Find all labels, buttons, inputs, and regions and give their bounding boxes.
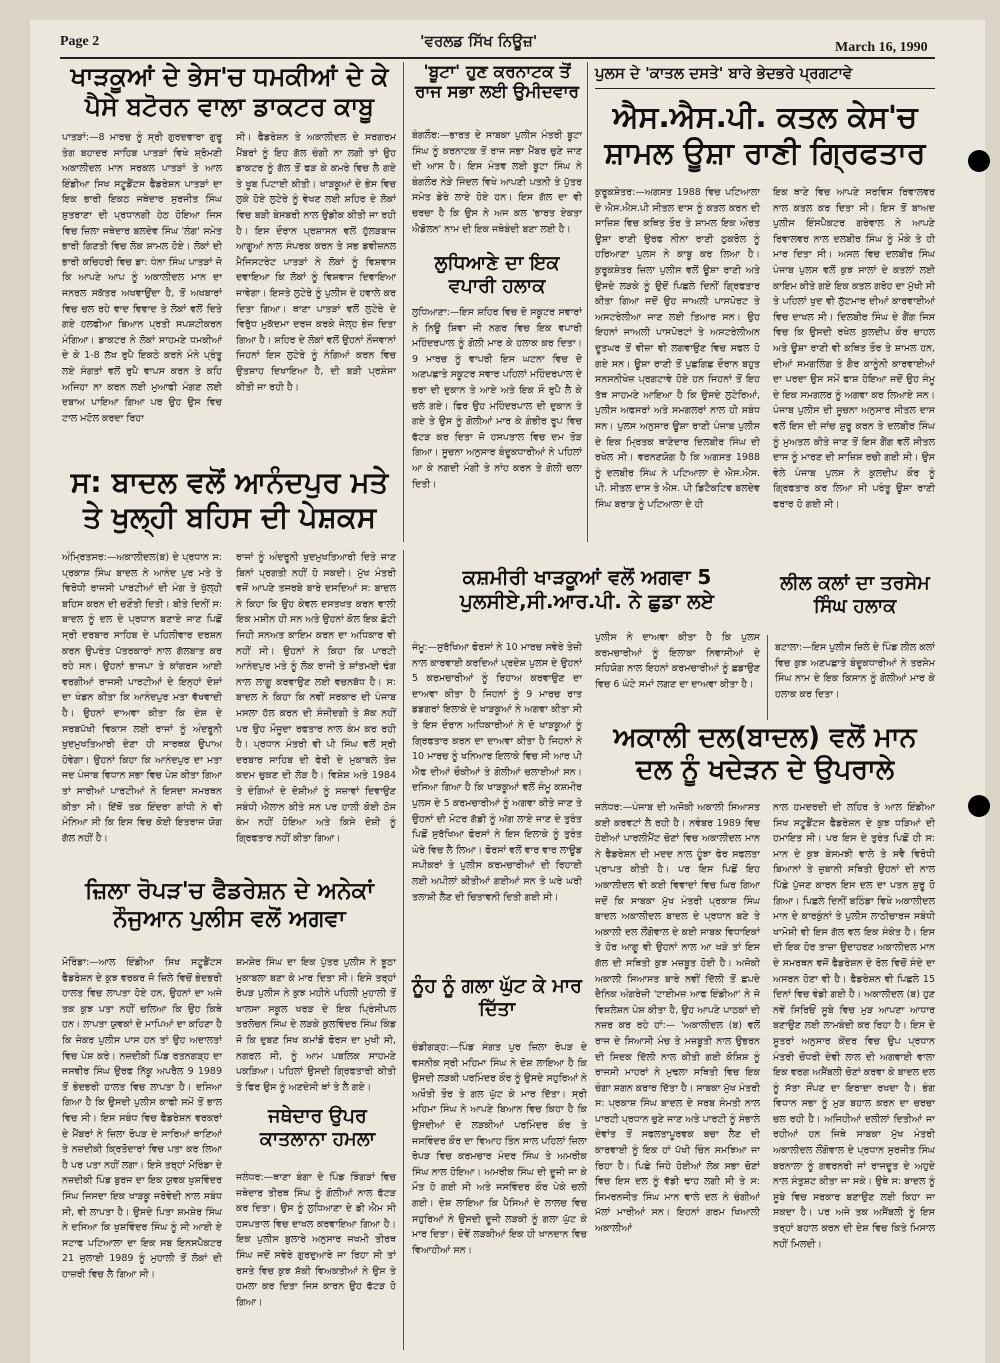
headline-ssp: ਐਸ.ਐਸ.ਪੀ. ਕਤਲ ਕੇਸ'ਚ ਸ਼ਾਮਲ ਊਸ਼ਾ ਰਾਣੀ ਗ੍ਰਿਫਤਾਰ (604, 100, 926, 171)
issue-date: March 16, 1990 (835, 40, 928, 55)
column-divider (403, 62, 404, 542)
article-body-doctor-col1: ਪਾਤੜਾਂ:—8 ਮਾਰਚ ਨੂੰ ਸ੍ਰੀ ਗੁਰਦਵਾਰਾ ਗੁਰੂ ਤੇਗ ਬਹਾਦਰ ਸਾਹਿਬ ਪਾਤੜਾਂ ਵਿਖੇ ਸ਼੍ਰੋਮਣੀ ਅਕਾਲੀਦਲ ਮਾਨ ਸਰਕਲ ਪਾਤੜਾਂ ਤੇ ਆਲ ਇੰਡੀਆ ਸਿਖ ਸਟੂਡੈਂਟਸ ਫੈਡਰੇਸ਼ਨ ਪਾਤੜਾਂ ਦਾ ਇਕ ਭਾਰੀ ਇਕਠ ਜਥੇਦਾਰ ਸੁਰਜੀਤ ਸਿੰਘ ਸ਼ੁਤਰਾਣਾ ਦੀ ਪ੍ਰਧਾਨਗੀ ਹੇਠ ਹੋਇਆ ਜਿਸ ਵਿਚ ਜ਼ਿਲਾ ਜਥੇਦਾਰ ਬਲਦੇਵ ਸਿੰਘ 'ਲੰਗ' ਸਮੇਤ ਭਾਰੀ ਗਿਣਤੀ ਵਿਚ ਲੋਕ ਸ਼ਾਮਲ ਹੋਏ। ਲੋਕਾਂ ਦੀ ਭਾਰੀ ਕਚਿਹਰੀ ਵਿਚ ਡਾ: ਧੰਨਾ ਸਿੰਘ ਪਾਤੜਾਂ ਜੋ ਕਿ ਆਪਣੇ ਆਪ ਨੂੰ ਅਕਾਲੀਦਲ ਮਾਨ ਦਾ ਜਨਰਲ ਸਕੱਤਰ ਅਖਵਾਉਂਦਾ ਹੈ, ਤੋਂ ਅਖਬਾਰਾਂ ਵਿਚ ਚਲ ਰਹੇ ਵਾਦ ਵਿਵਾਦ ਤੇ ਲੋਕਾਂ ਵਲੋਂ ਦਿਤੇ ਗਏ ਹਲਫੀਆ ਬਿਆਨ ਪ੍ਰਤੀ ਸਪਸ਼ਟੀਕਰਨ ਮੰਗਿਆ। ਡਾਕਟਰ ਨੇ ਲੋਕਾਂ ਸਾਹਮਣੇ ਧਮਕੀਆਂ ਦੇ ਕੇ 1-8 ਲੱਖ ਰੁਪੈ ਇਕਠੇ ਕਰਨੇ ਮੰਨੇ ਪ੍ਰੰਤੂ ਲਏ ਸੰਗਤਾਂ ਵਲੋਂ ਰੁਪੈ ਵਾਪਸ ਕਰਨ ਤੇ ਕਹਿ ਅਜਿਹਾ ਨਾ ਕਰਨ ਲਈ ਮੁਆਫੀ ਮੰਗਣ ਲਈ ਦਬਾਅ ਪਾਇਆ ਗਿਆ ਪਰ ਉਹ ਉਸ ਵਿਚ ਟਾਲ ਮਟੋਲ ਕਰਦਾ ਰਿਹਾ (62, 132, 222, 424)
column-divider (587, 62, 588, 542)
page-number: Page 2 (60, 34, 100, 49)
article-body-nooh: ਚੰਡੀਗੜ੍ਹ:—ਪਿੰਡ ਸੰਗਤ ਪੁਰ ਜ਼ਿਲਾ ਰੋਪੜ ਦੇ ਵਸਨੀਕ ਸ੍ਰੀ ਮਹਿਮਾ ਸਿੰਘ ਨੇ ਦੋਸ਼ ਲਾਇਆ ਹੈ ਕਿ ਉਸਦੀ ਲੜਕੀ ਪਰਮਿੰਦਰ ਕੌਰ ਨੂੰ ਉਸਦੇ ਸਹੁਰਿਆਂ ਨੇ ਅਖੌਤੀ ਤੌਰ ਤੇ ਗਲ ਘੁੱਟ ਕੇ ਮਾਰ ਦਿੱਤਾ। ਸ੍ਰੀ ਮਹਿਮਾ ਸਿੰਘ ਨੇ ਆਪਣੇ ਬਿਆਨ ਵਿਚ ਕਿਹਾ ਹੈ ਕਿ ਉਸਦੀਆਂ ਦੋ ਲੜਕੀਆਂ ਪਰਮਿੰਦਰ ਕੌਰ ਤੇ ਜਸਵਿੰਦਰ ਕੌਰ ਦਾ ਵਿਆਹ ਤਿੰਨ ਸਾਲ ਪਹਿਲਾਂ ਜ਼ਿਲਾ ਰੋਪੜ ਵਿਚ ਕਰਮਚਾਰ ਮੰਦਰ ਸਿੰਘ ਤੇ ਅਮਰੀਕ ਸਿੰਘ ਨਾਲ ਹੋਇਆ। ਅਮਰੀਕ ਸਿੰਘ ਦੀ ਦੂਜੀ ਜਾ ਕੇ ਮੌਤ ਹੋ ਗਈ ਸੀ ਅਤੇ ਜਸਵਿੰਦਰ ਕੌਰ ਪੇਕੇ ਚਲੀ ਗਈ। ਦੋਸ਼ ਲਾਇਆ ਕਿ ਪੈਸਿਆਂ ਦੇ ਲਾਲਚ ਵਿਚ ਸਹੁਰਿਆਂ ਨੇ ਉਸਦੀ ਦੂਜੀ ਲੜਕੀ ਨੂੰ ਗਲਾ ਘੁੱਟ ਕੇ ਮਾਰ ਦਿਤਾ। ਦੋਵੇਂ ਲੜਕੀਆਂ ਇਕ ਹੀ ਖਾਨਦਾਨ ਵਿਚ ਵਿਆਹੀਆਂ ਸਨ। (412, 1042, 587, 1256)
article-body-ssp-col1: ਕੁਰੂਕਸ਼ੇਤਰ:—ਅਗਸਤ 1988 ਵਿਚ ਪਟਿਆਲਾ ਦੇ ਐਸ.ਐਸ.ਪੀ ਸੀਤਲ ਦਾਸ ਨੂੰ ਕਤਲ ਕਰਨ ਦੀ ਸਾਜ਼ਿਸ਼ ਵਿਚ ਕਥਿਤ ਤੌਰ ਤੇ ਸ਼ਾਮਲ ਇਕ ਔਰਤ ਊਸ਼ਾ ਰਾਣੀ ਉਰਫ ਨੀਨਾ ਰਾਣੀ ਠੁਕਰੋਲ ਨੂੰ ਹਰਿਆਣਾ ਪੁਲਸ ਨੇ ਕਾਬੂ ਕਰ ਲਿਆ ਹੈ। ਕੁਰੂਕਸ਼ੇਤਰ ਜ਼ਿਲਾ ਪੁਲੀਸ ਵਲੋਂ ਊਸ਼ਾ ਰਾਣੀ ਅਤੇ ਉਸਦੇ ਲੜਕੇ ਨੂੰ ਉਦੋਂ ਪਿਛਲੇ ਦਿਨੀਂ ਗ੍ਰਿਫਤਾਰ ਕੀਤਾ ਗਿਆ ਜਦੋਂ ਉਹ ਜਾਅਲੀ ਪਾਸਪੋਰਟ ਤੇ ਅਸਟਰੇਲੀਆ ਜਾਣ ਲਈ ਤਿਆਰ ਸਨ। ਉਹ ਇਹਨਾਂ ਜਾਅਲੀ ਪਾਸਪੋਰਟਾਂ ਤੇ ਅਸਟਰੇਲੀਅਨ ਦੂਤਘਰ ਤੋਂ ਵੀਜ਼ਾ ਵੀ ਲਗਵਾਉਣ ਵਿਚ ਸਫਲ ਹੋ ਗਏ ਸਨ। ਊਸ਼ਾ ਰਾਣੀ ਤੋਂ ਪੁਛਗਿਛ ਦੌਰਾਨ ਬਹੁਤ ਸਨਸਨੀਖੇਜ਼ ਪ੍ਰਗਟਾਵੇ ਹੋਏ ਹਨ ਜਿਹਨਾਂ ਤੋਂ ਇਹ ਤੱਥ ਸਾਹਮਣੇ ਆਇਆ ਹੈ ਕਿ ਉਸਦੇ ਲੁਟੇਰਿਆਂ, ਪੁਲੀਸ ਅਫਸਰਾਂ ਅਤੇ ਸਮਗਲਰਾਂ ਨਾਲ ਹੀ ਸਬੰਧ ਸਨ। ਪੁਲਸ ਅਨੁਸਾਰ ਊਸ਼ਾ ਰਾਣੀ ਪੰਜਾਬ ਪੁਲੀਸ ਦੇ ਇਕ ਮ੍ਰਿਤਕ ਥਾਣੇਦਾਰ ਦਿਲਬੀਰ ਸਿੰਘ ਦੀ ਰਖੇਲ ਸੀ। ਵਰਨਣਯੋਗ ਹੈ ਕਿ ਅਗਸਤ 1988 ਨੂੰ ਦਲਬੀਰ ਸਿੰਘ ਨੇ ਪਟਿਆਲਾ ਦੇ ਐਸ.ਐਸ. ਪੀ. ਸੀਤਲ ਦਾਸ ਤੇ ਐਸ. ਪੀ ਡਿਟੈਕਟਿਵ ਬਲਦੇਵ ਸਿੰਘ ਬਰਾੜ ਨੂੰ ਪਟਿਆਲਾ ਦੇ ਹੀ (595, 187, 760, 510)
column-divider (767, 635, 768, 720)
article-body-ropar-col1: ਮੋਰਿੰਡਾ:—ਆਲ ਇੰਡੀਆ ਸਿਖ ਸਟੂਡੈਂਟਸ ਫੈਡਰੇਸ਼ਨ ਦੇ ਕੁਝ ਵਰਕਰ ਜੋ ਜ਼ਿਲੇ ਵਿਚੋਂ ਭੇਦਭਰੀ ਹਾਲਤ ਵਿਚ ਲਾਪਤਾ ਹੋਏ ਹਨ, ਉਹਨਾਂ ਦਾ ਅਜੇ ਤਕ ਕੁਝ ਪਤਾ ਨਹੀਂ ਚਲਿਆ ਕਿ ਉਹ ਕਿਥੇ ਹਨ। ਲਾਪਤਾ ਯੁਵਕਾਂ ਦੇ ਮਾਪਿਆਂ ਦਾ ਕਹਿਣਾ ਹੈ ਕਿ ਜੇਕਰ ਪੁਲੀਸ ਪਾਸ ਹਨ ਤਾਂ ਉਹ ਅਦਾਲਤਾਂ ਵਿਚ ਪੇਸ਼ ਕਰੇ। ਨਜ਼ਦੀਕੀ ਪਿੰਡ ਰਤਨਗੜ੍ਹ ਦਾ ਜਸਵੀਰ ਸਿੰਘ ਉਰਫ ਨਿੱਕੂ ਅਪਰੈਲ 9 1989 ਤੋਂ ਭੇਦਭਰੀ ਹਾਲਤ ਵਿਚ ਲਾਪਤਾ ਹੈ। ਦਸਿਆ ਗਿਆ ਹੈ ਕਿ ਉਸਦੀ ਪੁਲੀਸ ਕਾਫੀ ਸਮੇਂ ਤੋਂ ਭਾਲ ਵਿਚ ਸੀ। ਇਸ ਸਬੰਧ ਵਿਚ ਫੈਡਰੇਸ਼ਨ ਵਰਕਰਾਂ ਦੇ ਮੈਂਬਰਾਂ ਨੇ ਜ਼ਿਲਾ ਰੋਪੜ ਦੇ ਸਾਰਿਆਂ ਥਾਣਿਆਂ ਤੇ ਨਜ਼ਦੀਕੀ ਕ੍ਰਿਤੋਦਾਰਾਂ ਵਿਚ ਪਤਾ ਕਰ ਲਿਆ ਹੈ ਪਰ ਪਤਾ ਨਹੀਂ ਲਗਾ। ਇਸੇ ਤਰ੍ਹਾਂ ਮੋਰਿੰਡਾ ਦੇ ਨਜ਼ਦੀਕੀ ਪਿੰਡ ਬੁਰਜ ਦਾ ਇਕ ਯੁਵਕ ਖੁਸ਼ਵਿੰਦਰ ਸਿੰਘ ਜਿਸਦਾ ਇਕ ਖਾੜਕੂ ਜਰੋਵੇਦੀ ਨਾਲ ਸਬੰਧ ਸੀ, ਵੀ ਲਾਪਤਾ ਹੈ। ਉਸਦੇ ਪਿਤਾ ਸ਼ਮਸ਼ੇਰ ਸਿੰਘ ਨੇ ਦਸਿਆ ਕਿ ਖੁਸ਼ਵਿੰਦਰ ਸਿੰਘ ਨੂੰ ਸੀ ਆਈ ਏ ਸਟਾਫ ਪਟਿਆਲਾ ਦਾ ਇਕ ਸਬ ਇਨਸਪੈਕਟਰ 21 ਜੁਲਾਈ 1989 ਨੂੰ ਮੁਹਾਲੀ ਤੋਂ ਲੋਕਾਂ ਦੀ ਹਾਜ਼ਰੀ ਵਿਚ ਲੈ ਗਿਆ ਸੀ। (62, 957, 222, 1280)
article-body-ropar-col2: ਸ਼ਮਸ਼ੇਰ ਸਿੰਘ ਦਾ ਇਕ ਪੁੱਤਰ ਪੁਲੀਸ ਨੇ ਝੂਠਾ ਮੁਕਾਬਲਾ ਬਣਾ ਕੇ ਮਾਰ ਦਿਤਾ ਸੀ। ਇਸੇ ਤਰ੍ਹਾਂ ਰੋਪੜ ਪੁਲੀਸ ਨੇ ਕੁਝ ਮਹੀਨੇ ਪਹਿਲੀ ਮੁਹਾਲੀ ਤੋਂ ਖਾਲਸਾ ਸਕੂਲ ਖਰੜ ਦੇ ਇਕ ਪ੍ਰਿੰਸੀਪਲ ਤਰਲੋਚਨ ਸਿੰਘ ਦੇ ਲੜਕੇ ਕੁਲਵਿੰਦਰ ਸਿੰਘ ਕਿੰਡ ਜੋ ਕਿ ਦੁਬਣ ਸਿਖ ਕਮਾਂਡੋ ਫੋਰਸ ਦਾ ਮੁਖੀ ਸੀ, ਨਗਰਲ ਸੀ, ਨੂੰ ਆਮ ਪਬਲਿਕ ਸਾਹਮਣੇ ਪਕੜਿਆ। ਪਹਿਲਾਂ ਉਸਦੀ ਗ੍ਰਿਫਤਾਰੀ ਕੀਤੀ ਤੇ ਫਿਰ ਉਸ ਨੂੰ ਅਣਦੇਸੀ ਥਾਂ ਤੇ ਲੈ ਗਏ। (236, 957, 396, 1093)
binder-hole (968, 150, 990, 172)
headline-ropar: ਜ਼ਿਲਾ ਰੋਪੜ'ਚ ਫੈਡਰੇਸ਼ਨ ਦੇ ਅਨੇਕਾਂ ਨੌਜੁਆਨ ਪੁਲੀਸ ਵਲੋਂ ਅਗਵਾ (85, 878, 374, 932)
kicker-ssp: ਪੁਲਸ ਦੇ 'ਕਾਤਲ ਦਸਤੇ' ਬਾਰੇ ਭੇਦਭਰੇ ਪ੍ਰਗਟਾਵੇ (595, 64, 935, 89)
article-body-doctor-col2: ਸੀ। ਫੈਡਰੇਸ਼ਨ ਤੇ ਅਕਾਲੀਦਲ ਦੇ ਸਰਗਰਮ ਮੈਂਬਰਾਂ ਨੂੰ ਇਹ ਗੱਲ ਚੰਗੀ ਨਾ ਲਗੀ ਤਾਂ ਉਹ ਡਾਕਟਰ ਨੂੰ ਗੱਲ ਤੋਂ ਫੜ ਕੇ ਕਮਰੇ ਵਿਚ ਲੈ ਗਏ ਤੇ ਖੂਬ ਪਿਟਾਈ ਕੀਤੀ। ਖਾੜਕੂਆਂ ਦੇ ਭੇਸ ਵਿਚ ਲੁਕੇ ਹੋਏ ਲੁਟੇਰੇ ਨੂੰ ਵੇਖਣ ਲਈ ਸ਼ਹਿਰ ਦੇ ਲੋਕਾਂ ਵਿਚ ਬੜੀ ਬੇਸਬਰੀ ਨਾਲ ਉਡੀਕ ਕੀਤੀ ਜਾ ਰਹੀ ਹੈ। ਇਸ ਦੌਰਾਨ ਪ੍ਰਸ਼ਾਸਨ ਵਲੋਂ ਹੁੱਲੜਬਾਜ ਆਗੂਆਂ ਨਾਲ ਸੰਪਰਕ ਕਰਨ ਤੇ ਸਭ ਡਵੀਜ਼ਨਲ ਮੈਜਿਸਟਰੇਟ ਪਾਤੜਾਂ ਨੇ ਲੋਕਾਂ ਨੂੰ ਵਿਸ਼ਵਾਸ ਦਵਾਇਆ ਕਿ ਲੋਕਾਂ ਨੂੰ ਵਿਸ਼ਵਾਸ ਦਿਵਾਇਆ ਜਾਵੇਗਾ। ਇਸਤੇ ਲੁਟੇਰੇ ਨੂੰ ਪੁਲੀਸ ਦੇ ਹਵਾਲੇ ਕਰ ਦਿਤਾ ਗਿਆ। ਥਾਣਾ ਪਾਤੜਾਂ ਵਲੋਂ ਲੁਟੇਰੇ ਦੇ ਵਿਰੁੱਧ ਮੁਕੱਦਮਾ ਦਰਜ ਕਰਕੇ ਜੇਲ੍ਹ ਭੇਜ ਦਿਤਾ ਗਿਆ ਹੈ। ਸ਼ਹਿਰ ਦੇ ਲੋਕਾਂ ਵਲੋਂ ਉਹਨਾਂ ਨੌਜਵਾਨਾਂ ਜਿਹਨਾਂ ਇਸ ਲੁਟੇਰੇ ਨੂੰ ਨੰਗਿਆਂ ਕਰਨ ਵਿਚ ਉਤਸ਼ਾਹ ਦਿਖਾਇਆ ਹੈ, ਦੀ ਬੜੀ ਪ੍ਰਸ਼ੰਸਾ ਕੀਤੀ ਜਾ ਰਹੀ ਹੈ। (236, 132, 396, 393)
headline-buta: 'ਬੂਟਾ' ਹੁਣ ਕਰਨਾਟਕ ਤੋਂ ਰਾਜ ਸਭਾ ਲਈ ਉਮੀਦਵਾਰ (414, 62, 580, 103)
masthead-rule (60, 57, 935, 59)
article-body-leel-kalan: ਬਟਾਲਾ:—ਇਸ ਪੁਲੀਸ ਜ਼ਿਲੇ ਦੇ ਪਿੰਡ ਲੀਲ ਕਲਾਂ ਵਿਚ ਕੁਝ ਅਣਪਛਾਤੇ ਬੰਦੂਕਧਾਰੀਆਂ ਨੇ ਤਰਸੇਮ ਸਿੰਘ ਨਾਮ ਦੇ ਇਕ ਕਿਸਾਨ ਨੂੰ ਗੋਲੀਆਂ ਮਾਰ ਕੇ ਹਲਾਕ ਕਰ ਦਿਤਾ। (775, 642, 935, 700)
article-body-jathedar: ਜਲੰਧਰ:—ਥਾਣਾ ਬੰਗਾ ਦੇ ਪਿੰਡ ਝਿੰਗੜਾਂ ਵਿਚ ਜਥੇਦਾਰ ਤੀਰਥ ਸਿੰਘ ਨੂੰ ਗੋਲੀਆਂ ਨਾਲ ਫੱਟੜ ਕਰ ਦਿਤਾ। ਉਸ ਨੂੰ ਲੁਧਿਆਣਾ ਦੇ ਡੀ ਐਮ ਸੀ ਹਸਪਤਾਲ ਵਿਚ ਦਾਖਲ ਕਰਵਾਇਆ ਗਿਆ ਹੈ। ਇਕ ਪੁਲੀਸ ਬੁਲਾਰੇ ਅਨੁਸਾਰ ਜਖਮੀ ਤੀਰਥ ਸਿੰਘ ਜਦੋਂ ਸਵੇਰੇ ਗੁਰਦੁਆਰੇ ਜਾ ਰਿਹਾ ਸੀ ਤਾਂ ਰਸਤੇ ਵਿਚ ਕੁਝ ਸ਼ੱਕੀ ਵਿਅਕਤੀਆਂ ਨੇ ਉਸ ਤੇ ਹਮਲਾ ਕਰ ਦਿਤਾ ਜਿਸ ਕਾਰਨ ਉਹ ਫੱਟੜ ਹੋ ਗਿਆ। (236, 1172, 396, 1308)
headline-nooh: ਨੂੰਹ ਨੂੰ ਗਲਾ ਘੁੱਟ ਕੇ ਮਾਰ ਦਿੱਤਾ (412, 975, 582, 1020)
headline-jathedar: ਜਥੇਦਾਰ ਉਪਰ ਕਾਤਲਾਨਾ ਹਮਲਾ (259, 1105, 376, 1150)
headline-badal: ਸ: ਬਾਦਲ ਵਲੋਂ ਆਨੰਦਪੁਰ ਮਤੇ ਤੇ ਖੁਲ੍ਹੀ ਬਹਿਸ ਦੀ ਪੇਸ਼ਕਸ (70, 465, 389, 534)
article-body-badal-col2: ਰਾਜਾਂ ਨੂੰ ਅੰਦਰੂਨੀ ਖੁਦਮੁਖਤਿਆਰੀ ਦਿਤੇ ਜਾਣ ਬਿਨਾਂ ਪ੍ਰਗਤੀ ਨਹੀਂ ਹੋ ਸਕਦੀ। ਮੁੱਖ ਮੰਤਰੀ ਵਜੋਂ ਆਪਣੇ ਤਜਰਬੇ ਬਾਰੇ ਦਸਦਿਆਂ ਸ: ਬਾਦਲ ਨੇ ਕਿਹਾ ਕਿ ਉਹ ਕੇਵਲ ਦਸਤਖਤ ਕਰਨ ਵਾਲੀ ਇਕ ਮਸ਼ੀਨ ਹੀ ਸਨ ਅਤੇ ਉਹਨਾਂ ਕੋਲ ਇਕ ਛੋਟੀ ਜਿਹੀ ਸਨਅਤ ਕਾਇਮ ਕਰਨ ਦਾ ਅਧਿਕਾਰ ਵੀ ਨਹੀਂ ਸੀ। ਉਹਨਾਂ ਨੇ ਕਿਹਾ ਕਿ ਪਾਰਟੀ ਆਨੰਦਪੁਰ ਮਤੇ ਨੂੰ ਲੋਕ ਰਾਜੀ ਤੇ ਸ਼ਾਂਤਮਈ ਢੰਗ ਨਾਲ ਲਾਗੂ ਕਰਵਾਉਣ ਲਈ ਵਚਨਬੱਧ ਹੈ। ਸ: ਬਾਦਲ ਨੇ ਕਿਹਾ ਕਿ ਨਵੀਂ ਸਰਕਾਰ ਦੀ ਪੰਜਾਬ ਮਸਲਾ ਹੱਲ ਕਰਨ ਦੀ ਸੰਜੀਦਗੀ ਤੇ ਸ਼ੱਕ ਨਹੀਂ ਪਰ ਉਹ ਮੌਜੂਦਾ ਰਫਤਾਰ ਨਾਲ ਕੰਮ ਕਰ ਰਹੀ ਹੈ। ਪ੍ਰਧਾਨ ਮੰਤਰੀ ਵੀ ਪੀ ਸਿੰਘ ਵਲੋਂ ਸ੍ਰੀ ਦਰਬਾਰ ਸਾਹਿਬ ਦੀ ਫੇਰੀ ਦੇ ਮੁਕਾਬਲੇ ਤੇਜ਼ ਕਦਮ ਚੁਕਣ ਦੀ ਲੋੜ ਹੈ। ਵਿਸ਼ੇਸ਼ ਅਤੇ 1984 ਤੇ ਦੰਗਿਆਂ ਦੇ ਦੋਸ਼ੀਆਂ ਨੂੰ ਸਜ਼ਾਵਾਂ ਦਿਵਾਉਣ ਸਬੰਧੀ ਐਲਾਨ ਕੀਤੇ ਸਨ ਪਰ ਹਾਲੀ ਕੋਈ ਠੋਸ ਕੰਮ ਨਹੀਂ ਹੋਇਆ ਅਤੇ ਕਿਸੇ ਦੋਸ਼ੀ ਨੂੰ ਗ੍ਰਿਫਤਾਰ ਨਹੀਂ ਕੀਤਾ ਗਿਆ। (236, 552, 396, 844)
headline-leel-kalan: ਲੀਲ ਕਲਾਂ ਦਾ ਤਰਸੇਮ ਸਿੰਘ ਹਲਾਕ (780, 572, 930, 617)
headline-ludhiana: ਲੁਧਿਆਣੇ ਦਾ ਇਕ ਵਪਾਰੀ ਹਲਾਕ (434, 252, 560, 297)
headline-doctor: ਖਾੜਕੂਆਂ ਦੇ ਭੇਸ'ਚ ਧਮਕੀਆਂ ਦੇ ਕੇ ਪੈਸੇ ਬਟੋਰਨ ਵਾਲਾ ਡਾਕਟਰ ਕਾਬੂ (70, 62, 389, 121)
headline-kashmir: ਕਸ਼ਮੀਰੀ ਖਾੜਕੂਆਂ ਵਲੋਂ ਅਗਵਾ 5 ਪੁਲਸੀਏ,ਸੀ.ਆਰ.ਪੀ. ਨੇ ਛੁਡਾ ਲਏ (460, 565, 714, 613)
article-body-akali-col1: ਜਲੰਧਰ:—ਪੰਜਾਬ ਦੀ ਅਜੋਕੀ ਅਕਾਲੀ ਸਿਆਸਤ ਕਈ ਕਰਵਟਾਂ ਲੈ ਰਹੀ ਹੈ। ਨਵੰਬਰ 1989 ਵਿਚ ਹੋਈਆਂ ਪਾਰਲੀਮੈਂਟ ਚੋਣਾਂ ਵਿਚ ਅਕਾਲੀਦਲ ਮਾਨ ਨੇ ਫੈਡਰੇਸ਼ਨ ਦੀ ਮਦਦ ਨਾਲ ਹੂੰਝਾ ਫੇਰ ਸਫਲਤਾ ਪ੍ਰਾਪਤ ਕੀਤੀ ਹੈ। ਪਰ ਇਸ ਪਿਛੋਂ ਇਹ ਅਕਾਲੀਦਲ ਵੀ ਕਈ ਵਿਵਾਦਾਂ ਵਿਚ ਘਿਰ ਗਿਆ ਜਦੋਂ ਕਿ ਸਾਬਕਾ ਮੁੱਖ ਮੰਤਰੀ ਪ੍ਰਕਾਸ਼ ਸਿੰਘ ਬਾਦਲ ਅਕਾਲੀਦਲ ਬਾਦਲ ਦੇ ਪ੍ਰਧਾਨ ਬਣੇ ਤੇ ਅਕਾਲੀ ਦਲ ਲੌਂਗੋਵਾਲ ਦੇ ਕਈ ਸਾਬਕ ਵਿਧਾਇਕਾਂ ਤੇ ਹੋਰ ਆਗੂ ਵੀ ਉਹਨਾਂ ਨਾਲ ਆ ਖੜੇ ਤਾਂ ਇਸ ਗੱਲ ਦੀ ਸਥਿਤੀ ਕੁਝ ਮਜ਼ਬੂਤ ਹੋਈ ਹੈ। ਅਜੋਕੀ ਅਕਾਲੀ ਸਿਆਸਤ ਬਾਰੇ ਨਵੀਂ ਦਿੱਲੀ ਤੋਂ ਛਪਦੇ ਦੈਨਿਕ ਅੰਗਰੇਜ਼ੀ 'ਟਾਈਮਜ਼ ਆਫ ਇੰਡੀਆ' ਨੇ ਜੋ ਵਿਸ਼ਲੇਸ਼ਨ ਪੇਸ਼ ਕੀਤਾ ਹੈ, ਉਹ ਆਪਣੇ ਪਾਠਕਾਂ ਦੀ ਨਜ਼ਰ ਕਰ ਰਹੇ ਹਾਂ:— 'ਅਕਾਲੀਦਲ (ਬ) ਵਲੋਂ ਰਾਜ ਦੇ ਸਿਆਸੀ ਮੰਚ ਤੇ ਮਜ਼ਬੂਤੀ ਨਾਲ ਉਭਰਨ ਦੀ ਸਿਦਕ ਦਿੱਲੀ ਨਾਲ ਕੀਤੀ ਗਈ ਕੋਸ਼ਿਸ਼ ਨੂੰ ਰਾਜਸੀ ਮਾਹਰਾਂ ਨੇ ਮੁਢਲਾ ਸਥਿਤੀ ਵਿਚ ਇਕ ਚੰਗਾ ਸ਼ਗਨ ਕਰਾਰ ਦਿੱਤਾ ਹੈ। ਸਾਬਕਾ ਮੁੱਖ ਮੰਤਰੀ ਸ: ਪ੍ਰਕਾਸ਼ ਸਿੰਘ ਬਾਦਲ ਦੇ ਸਰਬ ਸੰਮਤੀ ਨਾਲ ਪਾਰਟੀ ਪ੍ਰਧਾਨ ਚੁਣੇ ਜਾਣ ਅਤੇ ਪਾਰਟੀ ਨੂੰ ਸੰਭਾਲੇ ਦੇਵਾਂਤ ਤੋਂ ਸਫਲਤਾਪੂਰਵਕ ਬਚਾ ਲੈਣ ਦੀ ਕਾਰਵਾਈ ਨੂੰ ਇਕ ਹਾਂ ਪੱਖੀ ਚਿੰਨ ਸਮਝਿਆ ਜਾ ਰਿਹਾ ਹੈ। ਪਿਛੇ ਜਿਹੇ ਹੋਈਆਂ ਲੋਕ ਸਭਾ ਚੋਣਾਂ ਵਿਚ ਇਸ ਦਲ ਨੂੰ ਵੱਡੀ ਢਾਹ ਲਗੀ ਸੀ ਤੇ ਸ: ਸਿਮਰਨਜੀਤ ਸਿੰਘ ਮਾਨ ਵਾਲੇ ਦਲ ਨੇ ਚੰਗੀਆਂ ਮੱਲਾਂ ਮਾਰੀਆਂ ਸਨ। ਇਹਨਾਂ ਗਰਮ ਖਿਆਲੀ ਅਕਾਲੀਆਂ (595, 802, 760, 1235)
masthead-title: 'ਵਰਲਡ ਸਿੱਖ ਨਿਊਜ਼' (420, 32, 538, 50)
binder-hole (968, 795, 990, 817)
article-body-kashmir-col2: ਪੁਲੀਸ ਨੇ ਦਾਅਵਾ ਕੀਤਾ ਹੈ ਕਿ ਪੁਲਸ ਕਰਮਚਾਰੀਆਂ ਨੂੰ ਇਲਾਕਾ ਨਿਵਾਸੀਆਂ ਦੇ ਸਹਿਯੋਗ ਨਾਲ ਇਹਨਾਂ ਕਰਮਚਾਰੀਆਂ ਨੂੰ ਛਡਾਉਣ ਵਿਚ 6 ਘੰਟੇ ਸਮਾਂ ਲਗਣ ਦਾ ਦਾਅਵਾ ਕੀਤਾ ਹੈ। (595, 632, 760, 690)
article-body-ssp-col2: ਇਕ ਥਾਣੇ ਵਿਚ ਆਪਣੇ ਸਰਵਿਸ ਰਿਵਾਲਵਰ ਨਾਲ ਕਤਲ ਕਰ ਦਿਤਾ ਸੀ। ਇਸ ਤੋਂ ਬਾਅਦ ਪੁਲੀਸ ਇੰਸਪੈਕਟਰ ਗਰੇਵਾਲ ਨੇ ਆਪਣੇ ਰਿਵਾਲਵਰ ਨਾਲ ਦਲਬੀਰ ਸਿੰਘ ਨੂੰ ਮੌਕੇ ਤੇ ਹੀ ਮਾਰ ਦਿਤਾ ਸੀ। ਅਸਲ ਵਿਚ ਦਲਬੀਰ ਸਿੰਘ ਪੰਜਾਬ ਪੁਲਸ ਵਲੋਂ ਕੁਝ ਸਾਲਾਂ ਦੇ ਕਤਲਾਂ ਲਈ ਕਾਇਮ ਕੀਤੇ ਗਏ ਇਕ ਕਤਲ ਗਰੋਹ ਦਾ ਮੁੱਖੀ ਸੀ ਤੇ ਪਹਿਲਾਂ ਖੁਦ ਵੀ ਲੁੱਟਮਾਰ ਦੀਆਂ ਕਾਰਵਾਈਆਂ ਵਿਚ ਦਾਖਲ ਸੀ। ਦਿਲਬੀਰ ਸਿੰਘ ਦੇ ਗੈਂਗ ਜਿਸ ਵਿਚ ਕਿ ਉਸਦੀ ਰਖੇਲ ਕੁਲਦੀਪ ਕੌਰ ਚਾਹਲ ਅਤੇ ਊਸ਼ਾ ਰਾਣੀ ਵੀ ਕਥਿਤ ਤੌਰ ਤੇ ਸ਼ਾਮਲ ਹਨ, ਦੀਆਂ ਸਮਗਲਿੰਗ ਤੇ ਗੈਰ ਕਾਨੂੰਨੀ ਕਾਰਵਾਈਆਂ ਦਾ ਪਰਦਾ ਉਸ ਸਮੇਂ ਫਾਸ਼ ਹੋਇਆ ਜਦੋਂ ਉਹ ਜੰਮੂ ਦੇ ਇਕ ਸਮਗਲਰ ਨੂੰ ਅਗਵਾ ਕਰ ਲਿਆਏ ਸਨ। ਪੰਜਾਬ ਪੁਲੀਸ ਦੀ ਸੂਚਨਾ ਅਨੁਸਾਰ ਸੀਤਲ ਦਾਸ ਵਲੋਂ ਇਸ ਦੀ ਜਾਂਚ ਸ਼ੁਰੂ ਕਰਨ ਤੇ ਦਲਬੀਰ ਸਿੰਘ ਨੂੰ ਮੁਅਤਲ ਕੀਤੇ ਜਾਣ ਤੋਂ ਇਸ ਗੈਂਗ ਵਲੋਂ ਸੀਤਲ ਦਾਸ ਨੂੰ ਮਾਰਣ ਦੀ ਸਾਜ਼ਿਸ਼ ਰਚੀ ਗਈ ਸੀ। ਉਸ ਵੇਲੇ ਪੰਜਾਬ ਪੁਲਸ ਨੇ ਕੁਲਦੀਪ ਕੌਰ ਨੂੰ ਗ੍ਰਿਫਤਾਰ ਕਰ ਲਿਆ ਸੀ ਪਰੰਤੂ ਊਸ਼ਾ ਰਾਣੀ ਫਰਾਰ ਹੋ ਗਈ ਸੀ। (773, 187, 935, 510)
article-body-akali-col2: ਨਾਲ ਹਮਦਰਦੀ ਦੀ ਲਹਿਰ ਤੇ ਆਲ ਇੰਡੀਆ ਸਿਖ ਸਟੂਡੈਂਟਸ ਫੈਡਰੇਸ਼ਨ ਦੇ ਕੁਝ ਧੜਿਆਂ ਦੀ ਹਮਾਇਤ ਸੀ। ਪਰ ਇਸ ਦੇ ਤੁਰੰਤ ਪਿਛੋਂ ਹੀ ਸ: ਮਾਨ ਦੇ ਕੁਝ ਬੇਸਮਝੀ ਵਾਲੇ ਤੇ ਸਵੈ ਵਿਰੋਧੀ ਬਿਆਨਾਂ ਤੇ ਜ਼ੁਬਾਨੀ ਸਥਿਤੀ ਉਹਨਾਂ ਦੀ ਨਾਲ ਪਿੱਛੇ ਪੁੱਜਣ ਕਾਰਨ ਇਸ ਦਲ ਦਾ ਪਤਨ ਸ਼ੁਰੂ ਹੋ ਗਿਆ। ਪਿਛਲੇ ਦਿਨੀਂ ਬਠਿੰਡਾ ਵਿਖੇ ਅਕਾਲੀਦਲ ਮਾਨ ਦੇ ਕਾਰਕੁੰਨਾਂ ਤੇ ਪੁਲੀਸ ਲਾਠੀਚਾਰਜ ਸਬੰਧੀ ਖਾਮੋਸ਼ੀ ਵੀ ਇਸ ਗੱਲ ਵਲ ਇਕ ਸੰਕੇਤ ਹੈ। ਇਸ ਦੀ ਇਕ ਹੋਰ ਤਾਜ਼ਾ ਉਦਾਹਰਣ ਅਕਾਲੀਦਲ ਮਾਨ ਦੇ ਸਮਰਥਨ ਵਜੋਂ ਫੈਡਰੇਸ਼ਨ ਦੇ ਰੋਲ ਵਿਚੋਂ ਸੰਦੇ ਦਾ ਅਸਰਨ ਹੋਣਾ ਵੀ ਹੈ। ਫੈਡਰੇਸ਼ਨ ਵੀ ਪਿਛਲੇ 15 ਦਿਨਾਂ ਵਿਚ ਵੰਡੀ ਗਈ ਹੈ। ਅਕਾਲੀਦਲ (ਬ) ਹੁਣ ਨਵੇਂ ਸਿਰਿਓਂ ਸੂਬੇ ਵਿਚ ਮੁੜ ਆਪਣਾ ਆਧਾਰ ਬਣਾਉਣ ਲਈ ਲਾਮਬੰਦੀ ਕਰ ਰਿਹਾ ਹੈ। ਇਸ ਦੇ ਸੂਤਰਾਂ ਅਨੁਸਾਰ ਕੇਂਦਰ ਵਿਚ ਉਪ ਪ੍ਰਧਾਨ ਮੰਤਰੀ ਚੌਧਰੀ ਦੇਵੀ ਲਾਲ ਦੀ ਅਗਵਾਈ ਵਾਲਾ ਇਕ ਵਰਗ ਅਸੈਂਬਲੀ ਚੋਣਾਂ ਕਰਵਾ ਕੇ ਬਾਦਲ ਦਲ ਨੂੰ ਸੱਤਾ ਸੌਂਪਣ ਦਾ ਇਰਾਦਾ ਰਖਦਾ ਹੈ। ਭੰਗ ਵਿਧਾਨ ਸਭਾ ਨੂੰ ਮੁੜ ਬਹਾਲ ਕਰਨ ਦਾ ਚਰਚਾ ਚਲ ਰਹੀ ਹੈ। ਅਜਿਹੀਆਂ ਦਲੀਲਾਂ ਦਿਤੀਆਂ ਜਾ ਰਹੀਆਂ ਹਨ ਜਿਥੇ ਸਾਬਕਾ ਮੁੱਖ ਮੰਤਰੀ ਅਕਾਲੀਦਲ ਲੌਂਗੋਵਾਲ ਦੇ ਪ੍ਰਧਾਨ ਸੁਰਜੀਤ ਸਿੰਘ ਬਰਨਾਲਾ ਨੂੰ ਗਵਰਨਰੀ ਜਾਂ ਰਾਜਦੂਤ ਦੇ ਅਹੁਦੇ ਨਾਲ ਸੰਤੁਸ਼ਟ ਕੀਤਾ ਜਾ ਸਕੇ। ਉਥੇ ਸ: ਬਾਦਲ ਨੂੰ ਸੂਬੇ ਵਿਚ ਸਰਕਾਰ ਬਣਾਉਣ ਲਈ ਕਿਹਾ ਜਾ ਸਕਦਾ ਹੈ। ਪਰ ਅਜੇ ਤਕ ਅਸੈਂਬਲੀ ਨੂੰ ਇਸ ਤਰ੍ਹਾਂ ਬਹਾਲ ਕਰਨ ਦੀ ਦੇਸ਼ ਵਿਚ ਕਿਤੇ ਮਿਸਾਲ ਨਹੀਂ ਮਿਲਦੀ। (773, 802, 935, 1250)
headline-akali-dal: ਅਕਾਲੀ ਦਲ(ਬਾਦਲ) ਵਲੋਂ ਮਾਨ ਦਲ ਨੂੰ ਖਦੇੜਨ ਦੇ ਉਪਰਾਲੇ (613, 722, 917, 786)
article-body-badal-col1: ਅੰਮ੍ਰਿਤਸਰ:—ਅਕਾਲੀਦਲ(ਬ) ਦੇ ਪ੍ਰਧਾਨ ਸ: ਪ੍ਰਕਾਸ਼ ਸਿੰਘ ਬਾਦਲ ਨੇ ਆਨੰਦ ਪੁਰ ਮਤੇ ਤੇ ਵਿਰੋਧੀ ਰਾਜਸੀ ਪਾਰਟੀਆਂ ਦੀ ਮੰਗ ਤੇ ਖੁੱਲ੍ਹੀ ਬਹਿਸ ਕਰਨ ਦੀ ਚਣੌਤੀ ਦਿਤੀ। ਬੀਤੇ ਦਿਨੀਂ ਸ: ਬਾਦਲ ਨੂੰ ਦਲ ਦੇ ਪ੍ਰਧਾਨ ਬਣਾਏ ਜਾਣ ਪਿਛੋਂ ਸ੍ਰੀ ਦਰਬਾਰ ਸਾਹਿਬ ਦੇ ਪਹਿਲੀਵਾਰ ਦਰਸ਼ਨ ਕਰਨ ਉਪਰੰਤ ਪੱਤਰਕਾਰਾਂ ਨਾਲ ਗੱਲਬਾਤ ਕਰ ਰਹੇ ਸਨ। ਉਹਨਾਂ ਭਾਜਪਾ ਤੇ ਕਾਂਗਰਸ ਆਈ ਵਰਗੀਆਂ ਰਾਜਸੀ ਪਾਰਟੀਆਂ ਦੇ ਇਨ੍ਹਾਂ ਦੋਸ਼ਾਂ ਦਾ ਖੰਡਨ ਕੀਤਾ ਕਿ ਆਨੰਦਪੁਰ ਮਤਾ ਵੱਖਵਾਦੀ ਹੈ। ਉਹਨਾਂ ਦਾਅਵਾ ਕੀਤਾ ਕਿ ਦੇਸ਼ ਦੇ ਸਰਬਪੱਖੀ ਵਿਕਾਸ ਲਈ ਰਾਜਾਂ ਨੂੰ ਅੰਦਰੂਨੀ ਖੁਦਮੁਖਤਿਆਰੀ ਦੇਣਾ ਹੀ ਸਾਰਥਕ ਉਪਾਅ ਹੋਵੇਗਾ। ਉਹਨਾਂ ਕਿਹਾ ਕਿ ਆਨੰਦਪੁਰ ਦਾ ਮਤਾ ਜਦ ਪੰਜਾਬ ਵਿਧਾਨ ਸਭਾ ਵਿਚ ਪੇਸ਼ ਕੀਤਾ ਗਿਆ ਤਾਂ ਸਾਰੀਆਂ ਪਾਰਟੀਆਂ ਨੇ ਇਸਦਾ ਸਮਰਥਨ ਕੀਤਾ ਸੀ। ਇੱਥੋਂ ਤਕ ਇੰਦਰਾ ਗਾਂਧੀ ਨੇ ਵੀ ਮੰਨਿਆ ਸੀ ਕਿ ਇਸ ਵਿਚ ਕੋਈ ਇਤਰਾਜ ਯੋਗ ਗੱਲ ਨਹੀਂ ਹੈ। (62, 552, 222, 844)
article-body-ludhiana: ਲੁਧਿਆਣਾ:—ਇਸ ਸ਼ਹਿਰ ਵਿਚ ਦੋ ਸਕੂਟਰ ਸਵਾਰਾਂ ਨੇ ਨਿਊ ਸ਼ਿਵਾ ਜੀ ਨਗਰ ਵਿਚ ਇਕ ਵਪਾਰੀ ਮਹਿੰਦਰਪਾਲ ਨੂੰ ਗੋਲੀ ਮਾਰ ਕੇ ਹਲਾਕ ਕਰ ਦਿਤਾ। 9 ਮਾਰਚ ਨੂੰ ਵਾਪਰੀ ਇਸ ਘਟਨਾ ਵਿਚ ਦੋ ਅਣਪਛਾਤੇ ਸਕੂਟਰ ਸਵਾਰ ਪਹਿਲਾਂ ਮਹਿੰਦਰਪਾਲ ਦੇ ਭਰਾ ਦੀ ਦੁਕਾਨ ਤੇ ਆਏ ਅਤੇ ਇਕ ਸੌ ਰੁਪੈ ਲੈ ਕੇ ਚਲੇ ਗਏ। ਫਿਰ ਉਹ ਮਹਿੰਦਰਪਾਲ ਦੀ ਦੁਕਾਨ ਤੇ ਗਏ ਤੇ ਉਸ ਨੂੰ ਗੋਲੀਆਂ ਮਾਰ ਕੇ ਗੰਭੀਰ ਰੂਪ ਵਿਚ ਫੱਟੜ ਕਰ ਦਿਤਾ ਜੋ ਹਸਪਤਾਲ ਵਿਚ ਦਮ ਤੋੜ ਗਿਆ। ਸੂਚਨਾ ਅਨੁਸਾਰ ਬੰਦੂਕਧਾਰੀਆਂ ਨੇ ਪਹਿਲਾਂ ਆ ਕੇ ਨਗਦੀ ਮੰਗੀ ਤੇ ਨਾਂਹ ਕਰਨ ਤੇ ਗੋਲੀ ਚਲਾ ਦਿਤੀ। (412, 307, 582, 490)
article-body-kashmir-col1: ਜੰਮੂ:—ਸੁਰੱਖਿਆ ਫੋਰਸਾਂ ਨੇ 10 ਮਾਰਚ ਸਵੇਰੇ ਤੇਜ਼ੀ ਨਾਲ ਕਾਰਵਾਈ ਕਰਦਿਆਂ ਪ੍ਰਦੇਸ਼ ਪੁਲਸ ਦੇ ਉਹਨਾਂ 5 ਕਰਮਚਾਰੀਆਂ ਨੂੰ ਰਿਹਾਅ ਕਰਵਾਉਣ ਦਾ ਦਾਅਵਾ ਕੀਤਾ ਹੈ ਜਿਹਨਾਂ ਨੂੰ 9 ਮਾਰਚ ਰਾਤ ਡਡਗਰਾਂ ਇਲਾਕੇ ਦੇ ਖਾੜਕੂਆਂ ਨੇ ਅਗਵਾ ਕੀਤਾ ਸੀ ਤੇ ਇਸ ਦੌਰਾਨ ਅਧਿਕਾਰੀਆਂ ਨੇ ਦੋ ਖਾੜਕੂਆਂ ਨੂੰ ਗ੍ਰਿਫਤਾਰ ਕਰਨ ਦਾ ਦਾਅਵਾ ਕੀਤਾ ਹੈ ਜਿਹਨਾਂ ਨੇ 10 ਮਾਰਚ ਨੂੰ ਖਨਿਆਰ ਇਲਾਕੇ ਵਿਚ ਸੀ ਆਰ ਪੀ ਐਫ ਦੀਆਂ ਚੌਕੀਆਂ ਤੇ ਗੋਲੀਆਂ ਚਲਾਈਆਂ ਸਨ। ਦਸਿਆ ਗਿਆ ਹੈ ਕਿ ਖਾੜਕੂਆਂ ਵਲੋਂ ਜੰਮੂ ਕਸ਼ਮੀਰ ਪੁਲਸ ਦੇ 5 ਕਰਮਚਾਰੀਆਂ ਨੂੰ ਅਗਵਾ ਕੀਤੇ ਜਾਣ ਤੇ ਉਹਨਾਂ ਦੀ ਮੋਟਰ ਗੱਡੀ ਨੂੰ ਅੱਗ ਲਾਏ ਜਾਣ ਦੇ ਤੁਰੰਤ ਪਿਛੋਂ ਸੁਰੱਖਿਆ ਫੋਰਸਾਂ ਨੇ ਇਸ ਇਲਾਕੇ ਨੂੰ ਤੁਰੰਤ ਘੇਰੇ ਵਿਚ ਲੈ ਲਿਆ। ਫੋਰਸਾਂ ਵਲੋਂ ਵਾਰ ਵਾਰ ਲਾਊਡ ਸਪੀਕਰਾਂ ਤੇ ਪੁਲੀਸ ਕਰਮਚਾਰੀਆਂ ਦੀ ਰਿਹਾਈ ਲਈ ਅਪੀਲਾਂ ਕੀਤੀਆਂ ਗਈਆਂ ਸਨ ਤੇ ਘਰੇ ਘਰੀ ਤਲਾਸ਼ੀ ਲੈਣ ਦੀ ਚਿਤਾਵਨੀ ਦਿਤੀ ਗਈ ਸੀ। (412, 642, 582, 903)
article-body-buta: ਬੰਗਲੌਰ:—ਭਾਰਤ ਦੇ ਸਾਬਕਾ ਪੁਲੀਸ ਮੰਤਰੀ ਬੂਟਾ ਸਿੰਘ ਨੂੰ ਕਰਨਾਟਕ ਤੋਂ ਰਾਜ ਸਭਾ ਮੈਂਬਰ ਚੁਣੇ ਜਾਣ ਦੀ ਆਸ ਹੈ। ਇਸ ਮੰਤਵ ਲਈ ਬੂਟਾ ਸਿੰਘ ਨੇ ਬੰਗਲੌਰ ਨੇੜੇ ਜਿੰਦਲ ਵਿਖੇ ਆਪਣੀ ਪਤਨੀ ਤੇ ਪੁੱਤਰ ਸਮੇਤ ਡੇਰੇ ਲਾਏ ਹੋਏ ਹਨ। ਇਸ ਗੱਲ ਦਾ ਵੀ ਚਰਚਾ ਹੈ ਕਿ ਉਸ ਨੇ ਅਜ ਕਲ 'ਭਾਰਤ ਏਕਤਾ ਐਡੋਲਨ' ਨਾਮ ਦੀ ਇਕ ਜਥੇਬੰਦੀ ਬਣਾ ਲਈ ਹੈ। (412, 130, 582, 235)
column-divider (403, 550, 404, 1350)
